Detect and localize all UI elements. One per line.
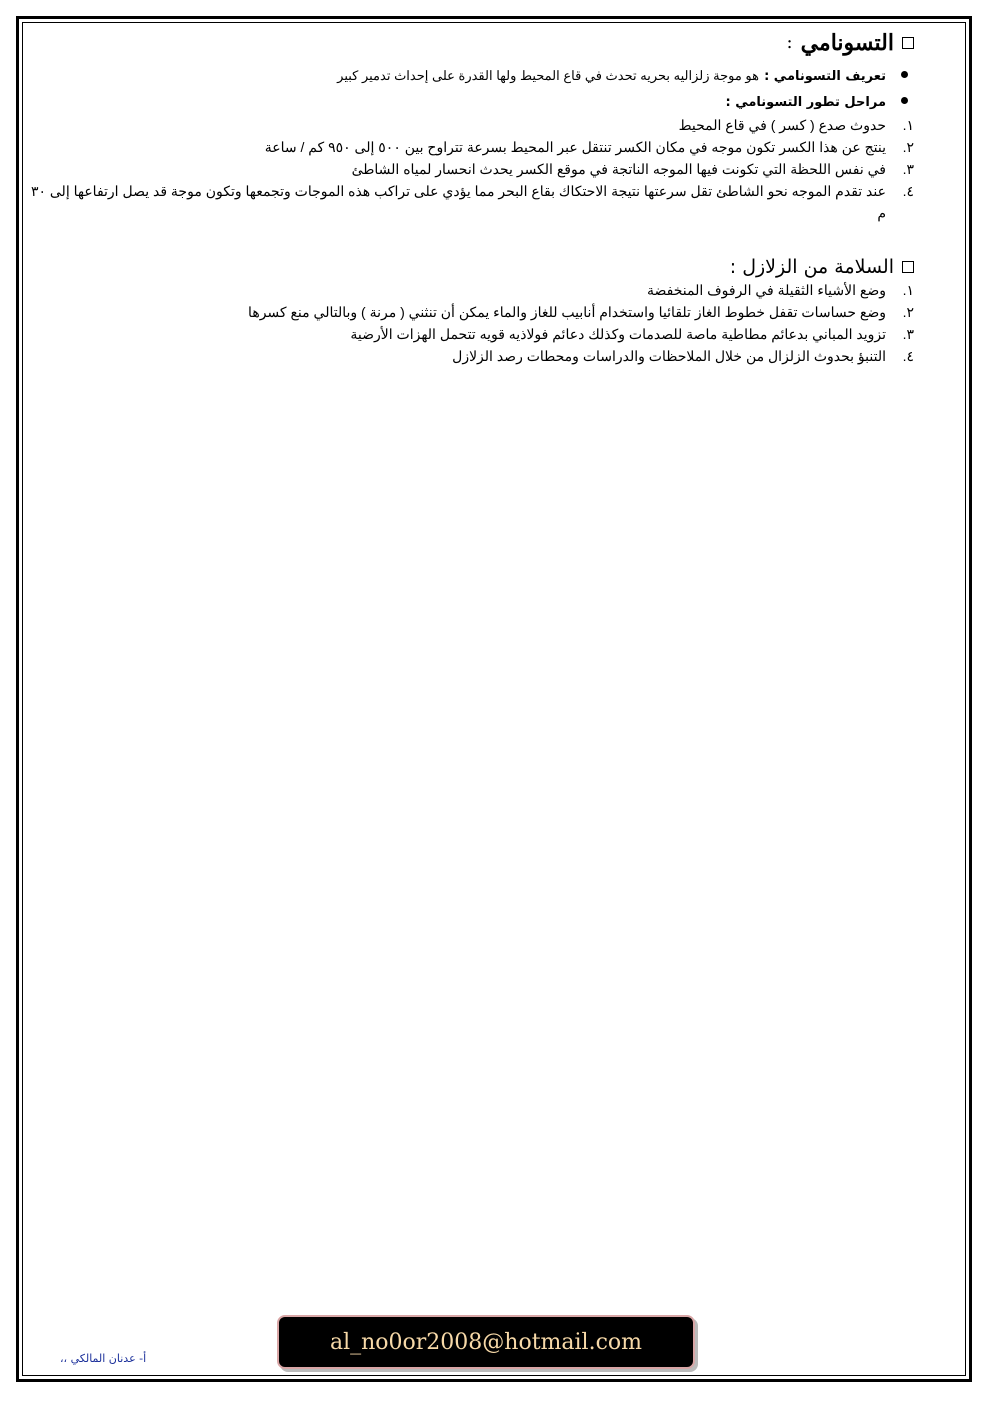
safety-list bbox=[30, 279, 914, 367]
definition-text: هو موجة زلزاليه بحريه تحدث في قاع المحيط ولها القدرة على إحداث تدمير كبير bbox=[337, 68, 759, 84]
list-number: ٢. bbox=[902, 303, 914, 320]
list-number: ٤. bbox=[902, 347, 914, 364]
list-number: ٣. bbox=[902, 160, 914, 177]
document-content bbox=[30, 30, 914, 367]
list-item bbox=[30, 345, 914, 367]
list-number: ١. bbox=[902, 281, 914, 298]
list-text: ينتج عن هذا الكسر تكون موجه في مكان الكسر تنتقل عبر المحيط بسرعة تتراوح بين ٥٠٠ إلى ٩٥٠ كم / ساعة bbox=[264, 138, 886, 155]
stages-bullet bbox=[30, 88, 914, 114]
list-item bbox=[30, 158, 914, 180]
list-number: ١. bbox=[902, 116, 914, 133]
list-text: حدوث صدع ( كسر ) في قاع المحيط bbox=[678, 116, 886, 133]
stages-heading: مراحل تطور التسونامي : bbox=[725, 95, 886, 111]
list-item bbox=[30, 301, 914, 323]
list-text: عند تقدم الموجه نحو الشاطئ تقل سرعتها نتيجة الاحتكاك بقاع البحر مما يؤدي على تراكب هذه الموجات وتجمعها وتكون موجة قد يصل ارتفاعها إلى ٣٠ م bbox=[30, 182, 886, 221]
author-signature: أ- عدنان المالكي ،، bbox=[60, 1352, 147, 1365]
list-text: في نفس اللحظة التي تكونت فيها الموجه الناتجة في موقع الكسر يحدث انحسار لمياه الشاطئ bbox=[351, 160, 886, 177]
tsunami-title: التسونامي bbox=[800, 30, 894, 56]
list-item bbox=[30, 180, 914, 224]
definition-term: تعريف التسونامي : bbox=[764, 69, 886, 85]
list-text: وضع حساسات تقفل خطوط الغاز تلقائيا واستخدام أنابيب للغاز والماء يمكن أن تنثني ( مرنة ) وبالتالي منع كسرها bbox=[248, 303, 886, 320]
checkbox-icon bbox=[902, 261, 914, 273]
safety-heading bbox=[30, 256, 914, 279]
tsunami-title-colon: : bbox=[786, 32, 793, 54]
definition-bullet bbox=[30, 62, 914, 88]
list-item bbox=[30, 114, 914, 136]
safety-title: السلامة من الزلازل : bbox=[729, 255, 894, 278]
list-number: ٢. bbox=[902, 138, 914, 155]
list-item bbox=[30, 136, 914, 158]
list-number: ٣. bbox=[902, 325, 914, 342]
tsunami-bullets bbox=[30, 62, 914, 114]
email-banner bbox=[277, 1315, 695, 1369]
list-text: التنبؤ بحدوث الزلزال من خلال الملاحظات والدراسات ومحطات رصد الزلازل bbox=[452, 347, 886, 364]
email-text: al_no0or2008@hotmail.com bbox=[329, 1329, 643, 1355]
list-text: تزويد المباني بدعائم مطاطية ماصة للصدمات وكذلك دعائم فولاذيه قويه تتحمل الهزات الأرضية bbox=[350, 325, 886, 342]
list-item bbox=[30, 323, 914, 345]
list-item bbox=[30, 279, 914, 301]
tsunami-heading bbox=[30, 30, 914, 56]
list-text: وضع الأشياء الثقيلة في الرفوف المنخفضة bbox=[647, 281, 886, 298]
list-number: ٤. bbox=[902, 182, 914, 199]
checkbox-icon bbox=[902, 37, 914, 49]
tsunami-stages-list bbox=[30, 114, 914, 224]
